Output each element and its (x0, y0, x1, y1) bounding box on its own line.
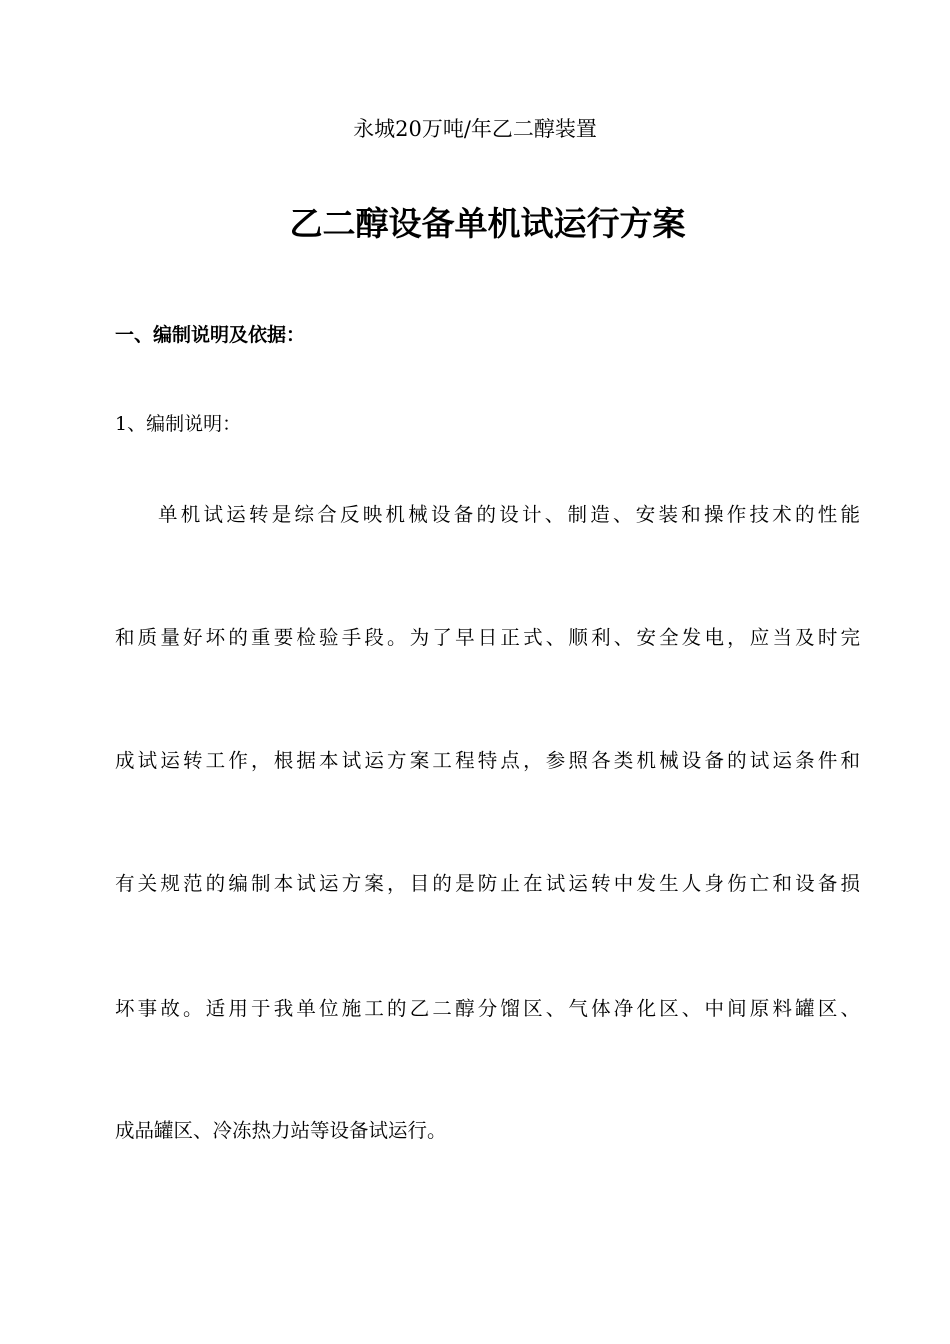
paragraph-line: 和质量好坏的重要检验手段。为了早日正式、顺利、安全发电，应当及时完 (115, 626, 860, 649)
paragraph-line: 单机试运转是综合反映机械设备的设计、制造、安装和操作技术的性能 (158, 503, 860, 526)
sub-heading: 1、编制说明： (115, 413, 242, 435)
section-heading: 一、编制说明及依据： (115, 324, 306, 346)
document-title: 乙二醇设备单机试运行方案 (289, 204, 686, 243)
paragraph-line: 有关规范的编制本试运方案，目的是防止在试运转中发生人身伤亡和设备损 (115, 872, 860, 895)
paragraph-line: 成品罐区、冷冻热力站等设备试运行。 (115, 1119, 447, 1142)
paragraph-line: 成试运转工作，根据本试运方案工程特点，参照各类机械设备的试运条件和 (115, 749, 860, 772)
document-subtitle: 永城20万吨/年乙二醇装置 (353, 117, 597, 141)
paragraph-line: 坏事故。适用于我单位施工的乙二醇分馏区、气体净化区、中间原料罐区、 (115, 997, 860, 1020)
